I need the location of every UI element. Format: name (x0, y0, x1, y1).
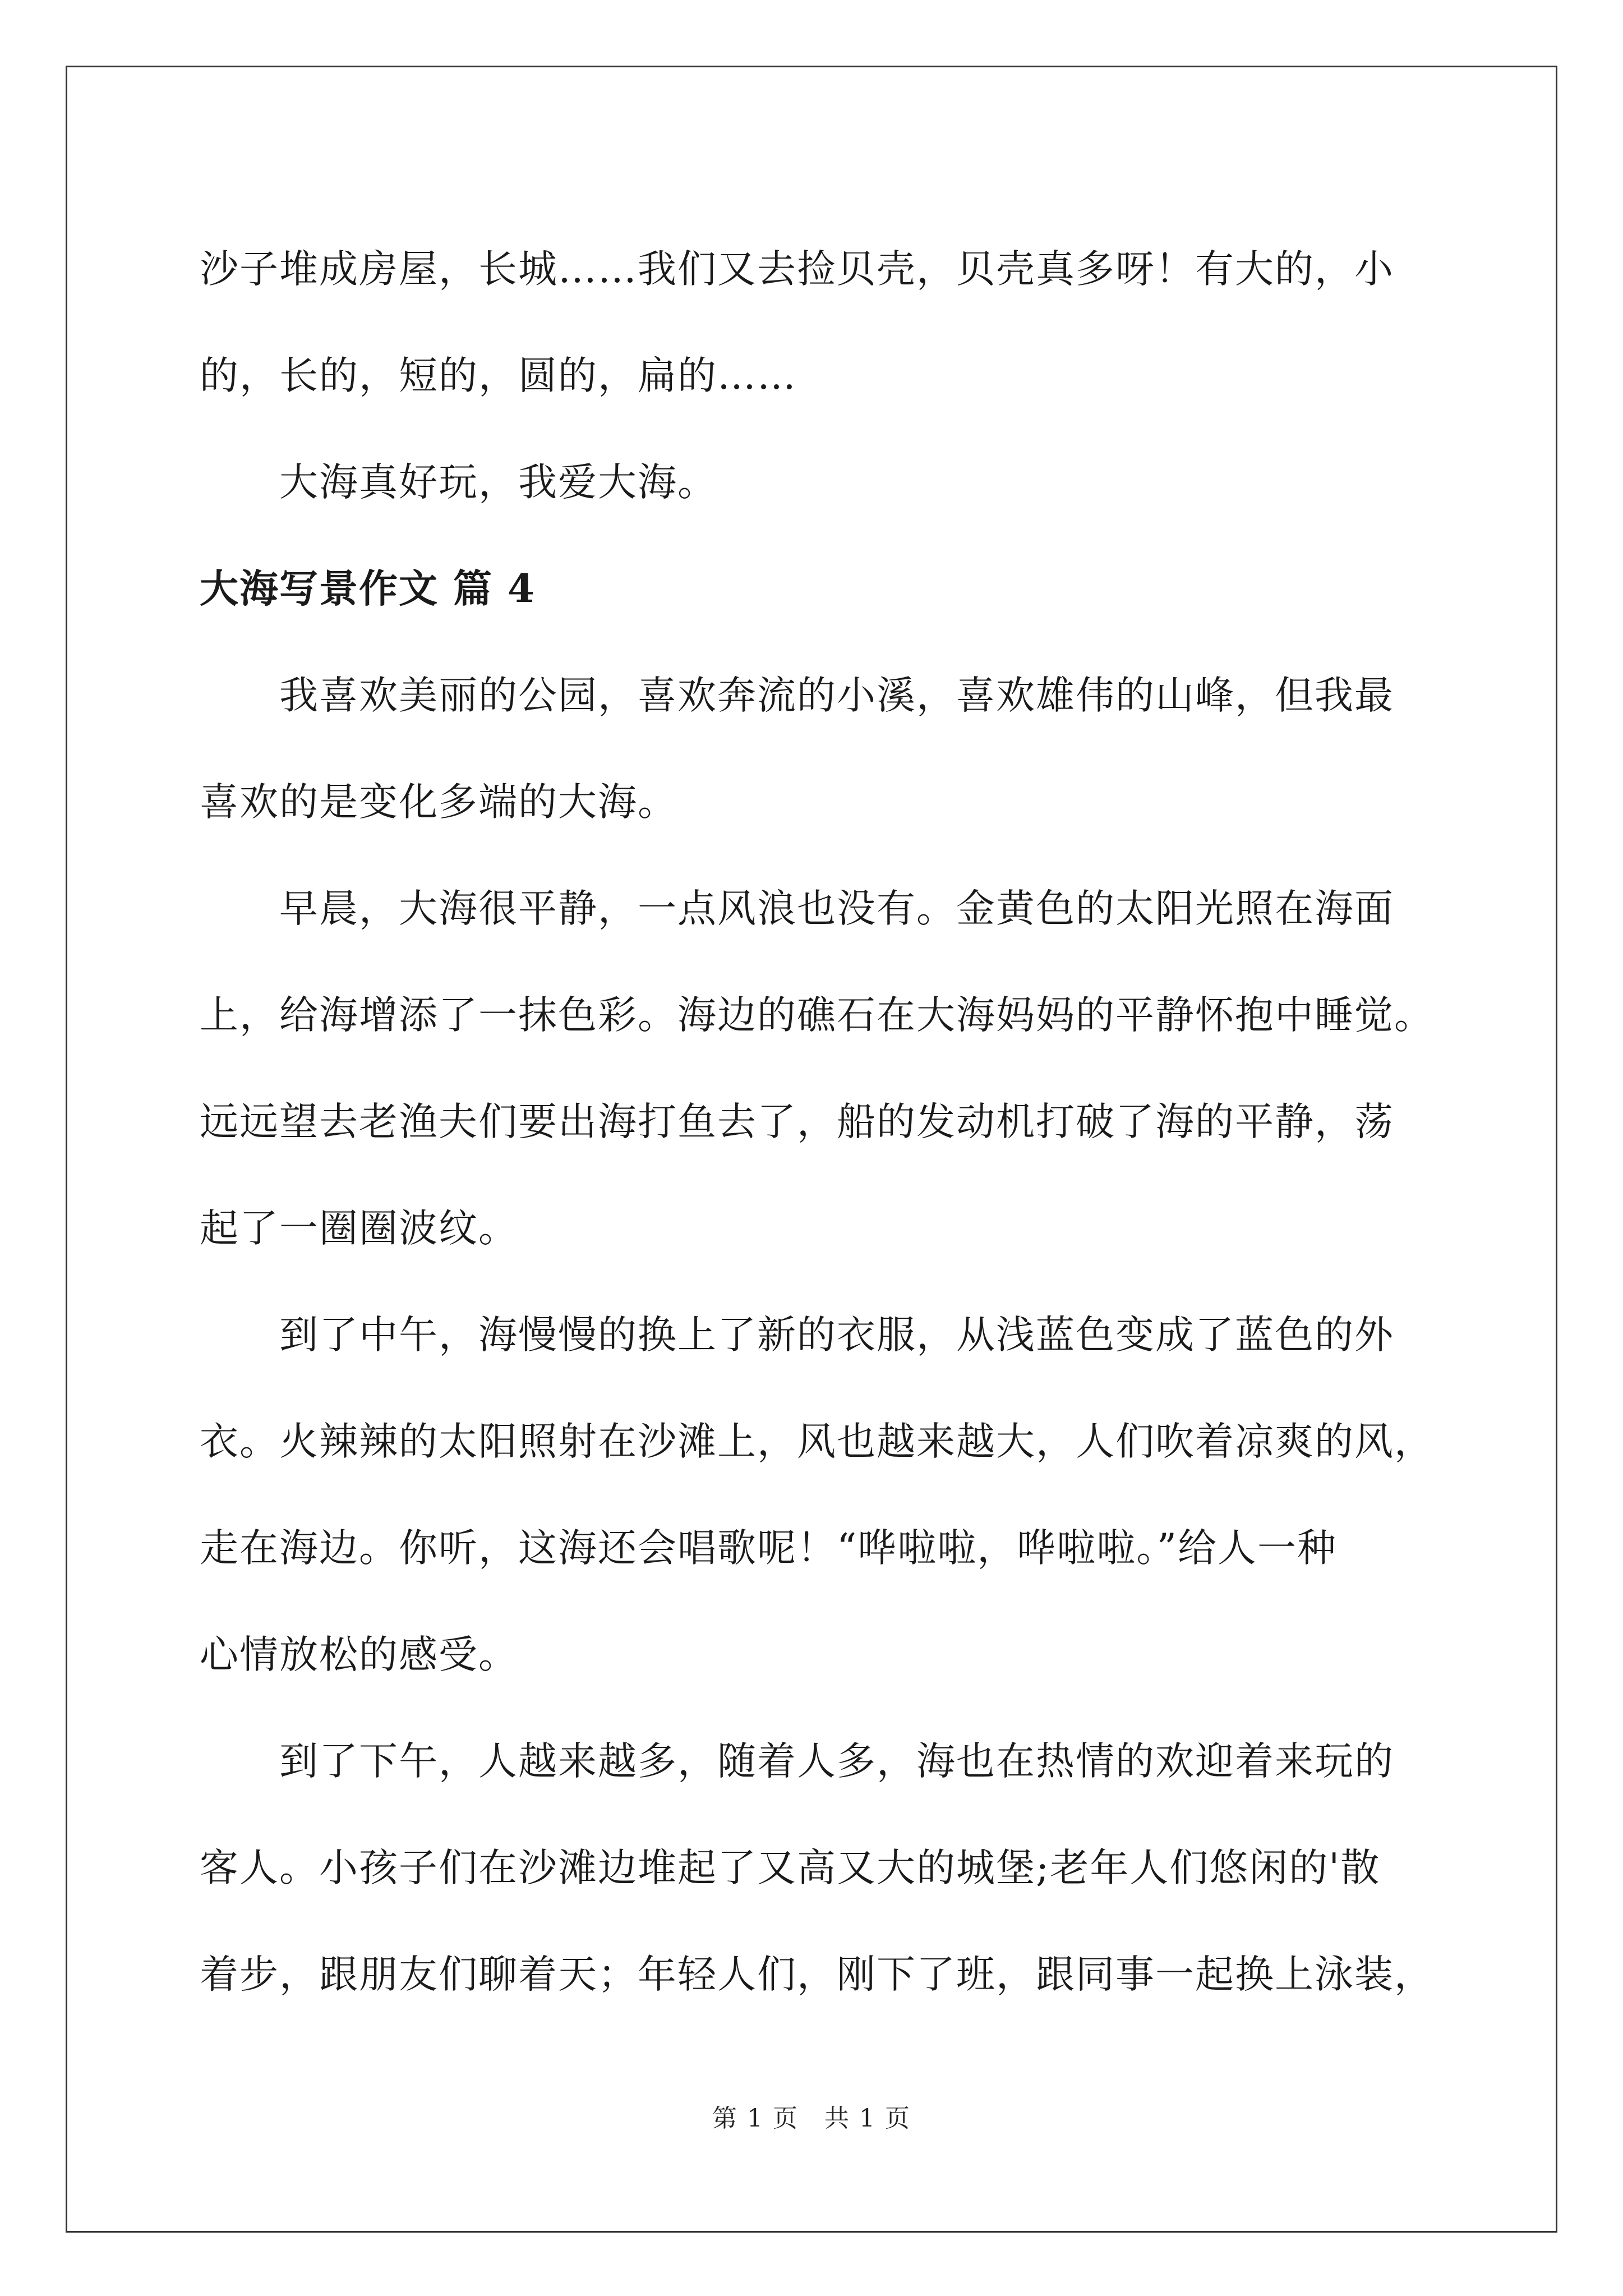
text-line: 早晨，大海很平静，一点风浪也没有。金黄色的太阳光照在海面 (279, 886, 1394, 931)
text-line: 沙子堆成房屋，长城……我们又去捡贝壳，贝壳真多呀！有大的，小 (200, 247, 1394, 292)
paragraph (200, 216, 1456, 429)
text-line: 喜欢的是变化多端的大海。 (200, 780, 677, 825)
page-footer: 第 1 页 共 1 页 (712, 2104, 911, 2133)
paragraph (200, 1708, 1456, 2028)
text-line: 我喜欢美丽的公园，喜欢奔流的小溪，喜欢雄伟的山峰，但我最 (279, 673, 1394, 718)
text-line: 着步，跟朋友们聊着天；年轻人们，刚下了班，跟同事一起换上泳装， (200, 1952, 1434, 1997)
text-line: 走在海边。你听，这海还会唱歌呢！“哗啦啦，哗啦啦。”给人一种 (200, 1526, 1338, 1571)
text-line: 心情放松的感受。 (200, 1632, 518, 1677)
text-line: 上，给海增添了一抹色彩。海边的礁石在大海妈妈的平静怀抱中睡觉。 (200, 993, 1434, 1038)
text-line: 的，长的，短的，圆的，扁的…… (200, 353, 797, 398)
document-body (200, 216, 1456, 2028)
paragraph (200, 642, 1456, 855)
text-line: 起了一圈圈波纹。 (200, 1206, 518, 1251)
text-line: 大海真好玩，我爱大海。 (279, 460, 717, 505)
text-line: 远远望去老渔夫们要出海打鱼去了，船的发动机打破了海的平静，荡 (200, 1099, 1394, 1144)
text-line: 客人。小孩子们在沙滩边堆起了又高又大的城堡;老年人们悠闲的'散 (200, 1846, 1381, 1890)
paragraph (200, 1282, 1456, 1708)
text-line: 到了中午，海慢慢的换上了新的衣服，从浅蓝色变成了蓝色的外 (279, 1313, 1394, 1358)
text-line: 衣。火辣辣的太阳照射在沙滩上，风也越来越大，人们吹着凉爽的风， (200, 1419, 1434, 1464)
paragraph (200, 429, 1456, 536)
section-heading: 大海写景作文 篇 4 (200, 566, 536, 611)
text-line: 到了下午，人越来越多，随着人多，海也在热情的欢迎着来玩的 (279, 1739, 1394, 1784)
paragraph (200, 855, 1456, 1282)
